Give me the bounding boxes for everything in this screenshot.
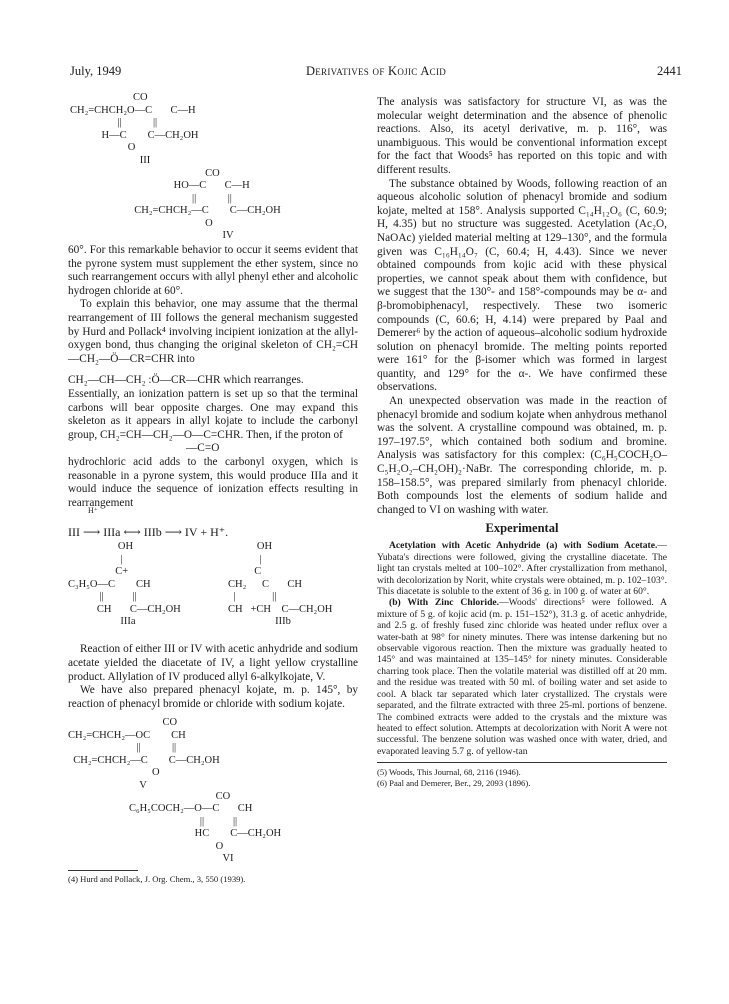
- header-title: Derivatives of Kojic Acid: [305, 64, 447, 78]
- struct-line: CH C—CH₂OH: [68, 603, 181, 615]
- struct-line: CH₂=CHCH₂—C C—CH₂OH: [108, 205, 281, 216]
- structure-VI: [108, 791, 358, 865]
- reaction-sequence: [68, 506, 358, 539]
- struct-line: || ||: [68, 591, 137, 603]
- struct-line: O: [68, 767, 160, 779]
- footnote-rule: [377, 762, 667, 763]
- struct-line: O: [108, 217, 213, 229]
- struct-line: CH₂=CHCH₂O—C C—H: [70, 104, 196, 116]
- structure-IV: [108, 168, 358, 242]
- struct-line: CH₂ C CH: [228, 578, 302, 590]
- right-column: [377, 96, 667, 788]
- struct-line: C: [228, 566, 262, 578]
- sequence-text: III ⟶ IIIa ⟷ IIIb ⟶ IV + H⁺.: [68, 524, 229, 539]
- paragraph: To explain this behavior, one may assume that the thermal rearrangement of III follows the general mechanism suggested by Hurd and Pollack⁴ involving incipient ionization at the allyl-oxygen bond, thus changing the original skeleton of CH₂=CH—CH₂—Ö—CR=CHR into: [68, 298, 358, 365]
- struct-line: HO—C C—H: [108, 180, 250, 191]
- struct-line: CH +CH C—CH₂OH: [228, 603, 333, 615]
- struct-line: O: [70, 142, 136, 153]
- structures-IIIa-IIIb: [68, 541, 358, 641]
- struct-line: CO: [108, 167, 220, 179]
- footnote: (5) Woods, This Journal, 68, 2116 (1946).: [377, 767, 521, 778]
- structure-III: [70, 92, 358, 166]
- structure-label: VI: [222, 853, 234, 865]
- experimental-paragraph: [377, 540, 667, 597]
- struct-line: C+: [68, 566, 129, 578]
- paragraph: 60°. For this remarkable behavior to occur it seems evident that the pyrone system must supplement the ether system, since no such rearrangement occurs with allyl phenyl ether and alcoholic hydrogen chloride at 60°.: [68, 244, 358, 297]
- struct-line: CO: [68, 717, 178, 729]
- struct-line: OH: [68, 541, 134, 553]
- ion-formula: CH₂—CH—CH₂ :Ö—CR—CHR which rearranges.: [68, 374, 304, 387]
- structure-label: V: [139, 779, 147, 791]
- structure-IIIb: [228, 541, 338, 627]
- section-heading: Experimental: [485, 521, 559, 536]
- struct-line: H—C C—CH₂OH: [70, 129, 199, 141]
- subsection-heading: (b) With Zinc Chloride.: [389, 597, 500, 609]
- struct-line: HC C—CH₂OH: [108, 828, 282, 840]
- experimental-paragraph: [377, 597, 667, 757]
- experimental-text: —Yubata's directions were followed, giving the crystalline diacetate. The light tan crystals melted at 100–102°. After crystallization from methanol, with decolorization by Norit, white crystals were obtained, m. p. 102–103°. This diacetate is soluble to the extent of 36 g. in 100 g. of water at 60°.: [377, 540, 667, 598]
- struct-line: || ||: [70, 117, 158, 128]
- paragraph: An unexpected observation was made in the reaction of phenacyl bromide and sodium kojate when anhydrous methanol was the solvent. A crystalline compound was obtained, m. p. 197–197.5°, which contained both sodium and bromine. Analysis was satisfactory for this complex: (C₆H₅COCH₂O–C₅H₂O₂–CH₂OH)₂·NaBr. The corresponding chloride, m. p. 158–158.5°, was prepared similarly from phenacyl chloride. Both compounds lost the elements of sodium halide and changed to VI on washing with water.: [377, 395, 667, 516]
- paragraph: Essentially, an ionization pattern is set up so that the terminal carbons will bear opposite charges. One may expand this skeleton as it appears in allyl kojate to include the carbonyl group, CH₂=CH—CH₂—O—C=CHR. Then, if the proton of: [68, 387, 358, 441]
- struct-line: CO: [70, 92, 148, 103]
- structure-label: IV: [222, 230, 234, 241]
- structure-IIIa: [68, 541, 188, 627]
- page-number: 2441: [657, 64, 682, 78]
- subsection-heading: Acetylation with Acetic Anhydride (a) with Sodium Acetate.: [389, 540, 658, 552]
- running-header: [70, 64, 682, 80]
- footnote: (6) Paal and Demerer, Ber., 29, 2093 (1896).: [377, 777, 531, 788]
- structure-label: III: [139, 154, 151, 166]
- catalyst-label: H⁺: [88, 506, 98, 516]
- struct-line: O: [108, 840, 224, 852]
- struct-line: C₆H₅COCH₂—O—C CH: [108, 803, 253, 815]
- left-column: [68, 92, 358, 885]
- experimental-text: —Woods' directions⁵ were followed. A mixture of 5 g. of kojic acid (m. p. 151–152°), 31.3 g. of acetic anhydride, and 2.5 g. of freshly fused zinc chloride was heated under reflux over a water-bath at 98° for ninety minutes. There was intense darkening but no observable vigorous reaction. Then the mixture was gradually heated to 145° and was maintained at 135–145° for ninety minutes. Considerable charring took place. Then the volatile material was distilled off at 20 mm. and the residue was treated with 50 ml. of boiling water and set aside to cool. A black tar separated which later crystallized. The crystals were separated, and the filtrate extracted with three 25-ml. portions of benzene. The combined extracts were added to the crystals and the mixture was heated to effect solution. Attempts at decolorization with Norit A were not successful. The benzene solution was washed once with water, dried, and evaporated leaving 5.7 g. of yellow-tan: [377, 597, 667, 757]
- structure-label: IIIb: [275, 616, 291, 628]
- struct-line: CH₂=CHCH₂—C C—CH₂OH: [68, 754, 220, 766]
- paragraph: The substance obtained by Woods, following reaction of an aqueous alcoholic solution of phenacyl bromide and sodium kojate, melted at 158°. Analysis supported C₁₄H₁₂O₆ (C, 60.9; H, 4.35) but no structure was suggested. Acetylation (Ac₂O, NaOAc) yielded material melting at 129–130°, and the formula given was C₁₆H₁₄O₇ (C, 60.4; H, 4.43). Since we never obtained compounds from kojic acid with these physical properties, we cannot speak about them with confidence, but we suggest that the 130°- and 158°-compounds may be α- and β-bromobiphenacyl, respectively. These two isomeric compounds (C, 60.6; H, 4.14) were prepared by Paal and Demerer⁶ by the action of aqueous–alcoholic sodium hydroxide solution on phenacyl bromide. The melting points reported were 161° for the β-isomer which was formed in largest quantity, and 129° for the α-. We have confirmed these observations.: [377, 177, 667, 394]
- footnote-rule: [68, 870, 138, 871]
- footnote: (4) Hurd and Pollack, J. Org. Chem., 3, 550 (1939).: [68, 874, 246, 885]
- struct-line: || ||: [108, 815, 238, 827]
- struct-line: C₃H₅O—C CH: [68, 578, 151, 590]
- struct-line: CO: [108, 790, 231, 802]
- structure-V: [68, 717, 358, 791]
- structure-label: IIIa: [120, 616, 136, 628]
- struct-line: OH: [228, 541, 273, 553]
- struct-line: |: [68, 553, 123, 565]
- header-date: July, 1949: [70, 64, 122, 78]
- struct-line: CH₂=CHCH₂—OC CH: [68, 729, 186, 741]
- paragraph: We have also prepared phenacyl kojate, m. p. 145°, by reaction of phenacyl bromide or chloride with sodium kojate.: [68, 684, 358, 710]
- paragraph: The analysis was satisfactory for structure VI, as was the molecular weight determination and the absence of phenolic reactions. Also, its acetyl derivative, m. p. 116°, was unambiguous. This would be conventional information except for the fact that Woods⁵ has reported on this topic and with different results.: [377, 96, 667, 176]
- paragraph: hydrochloric acid adds to the carbonyl oxygen, which is reasonable in a pyrone system, this would produce IIIa and it would induce the sequence of ionization effects resulting in rearrangement: [68, 455, 358, 509]
- struct-line: |: [228, 553, 262, 565]
- struct-line: || ||: [108, 192, 232, 204]
- struct-line: | ||: [228, 591, 277, 603]
- carbonyl-formula: —C=O: [186, 442, 220, 455]
- struct-line: || ||: [68, 742, 177, 754]
- paragraph: Reaction of either III or IV with acetic anhydride and sodium acetate yielded the diacetate of IV, a light yellow crystalline product. Allylation of IV produced allyl 6-alkylkojate, V.: [68, 643, 358, 683]
